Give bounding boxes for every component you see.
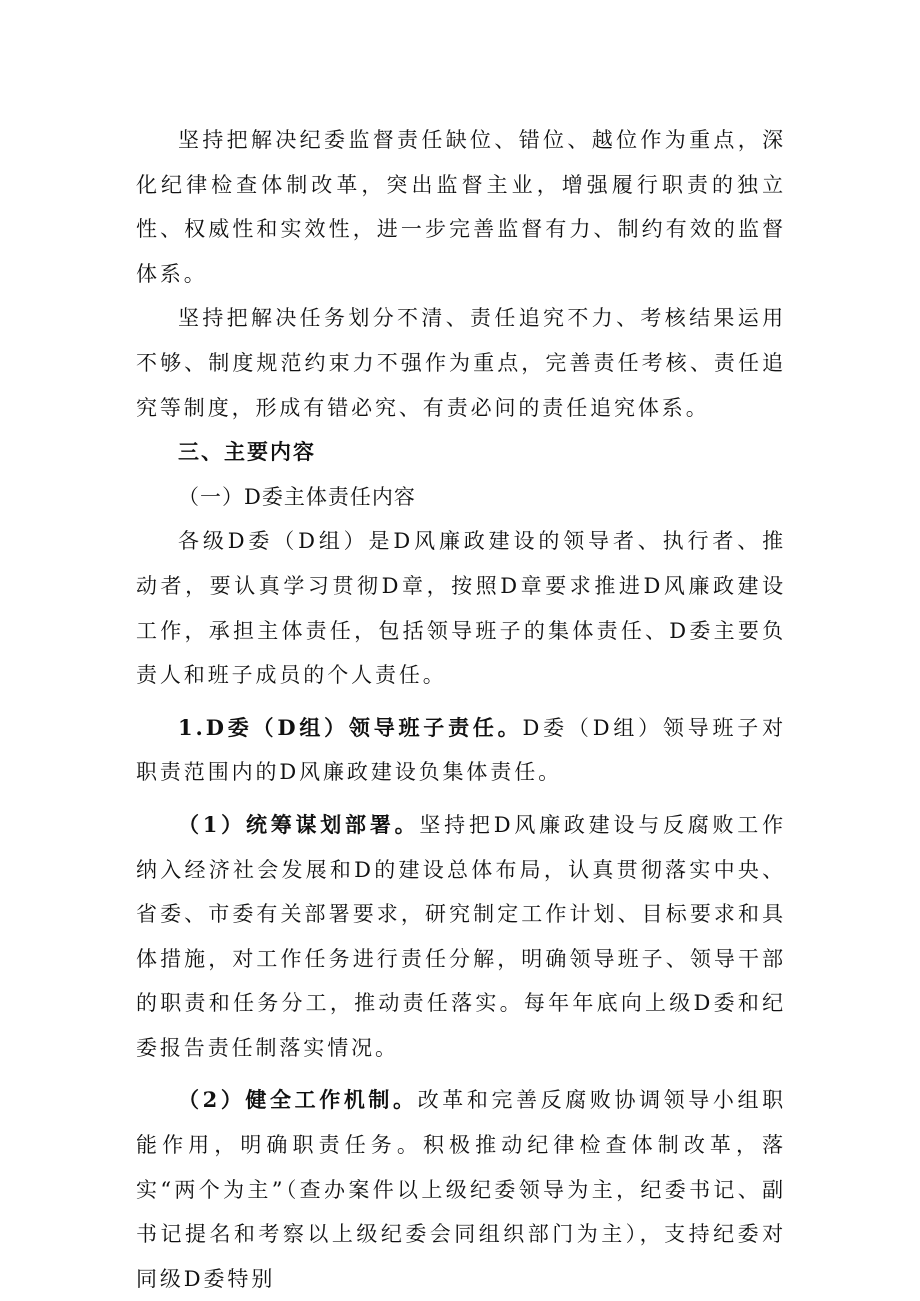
item-1-title: 1.D委（D组）领导班子责任。	[178, 714, 523, 740]
paragraph-committee-roles: 各级D委（D组）是D风廉政建设的领导者、执行者、推动者，要认真学习贯彻D章，按照D章要求推进D风廉政建设工作，承担主体责任，包括领导班子的集体责任、D委主要负责人和班子成员的个人责任。	[136, 529, 786, 688]
item-1-1-text: 坚持把D风廉政建设与反腐败工作纳入经济社会发展和D的建设总体布局，认真贯彻落实中央、省委、市委有关部署要求，研究制定工作计划、目标要求和具体措施，对工作任务进行责任分解，明确领导班子、领导干部的职责和任务分工，推动责任落实。每年年底向上级D委和纪委报告责任制落实情况。	[136, 812, 786, 1060]
subsection-heading-committee-responsibility: （一）D委主体责任内容	[178, 484, 416, 509]
item-1-2-title: （2）健全工作机制。	[178, 1087, 418, 1113]
paragraph-item-1-1	[136, 803, 786, 1071]
section-heading-main-content: 三、主要内容	[178, 439, 316, 465]
paragraph-item-1-2	[136, 1078, 786, 1301]
paragraph-supervision-focus: 坚持把解决纪委监督责任缺位、错位、越位作为重点，深化纪律检查体制改革，突出监督主业，增强履行职责的独立性、权威性和实效性，进一步完善监督有力、制约有效的监督体系。	[136, 128, 786, 286]
item-1-1-title: （1）统筹谋划部署。	[178, 811, 420, 837]
item-1-text: D委（D组）领导班子对职责范围内的D风廉政建设负集体责任。	[136, 715, 787, 785]
paragraph-accountability-focus: 坚持把解决任务划分不清、责任追究不力、考核结果运用不够、制度规范约束力不强作为重点，完善责任考核、责任追究等制度，形成有错必究、有责必问的责任追究体系。	[136, 306, 786, 420]
item-1-2-text: 改革和完善反腐败协调领导小组职能作用，明确职责任务。积极推动纪律检查体制改革，落实“两个为主”（查办案件以上级纪委领导为主，纪委书记、副书记提名和考察以上级纪委会同组织部门为主），支持纪委对同级D委特别	[136, 1088, 786, 1291]
paragraph-item-1	[136, 706, 786, 795]
document-body	[136, 118, 786, 1301]
